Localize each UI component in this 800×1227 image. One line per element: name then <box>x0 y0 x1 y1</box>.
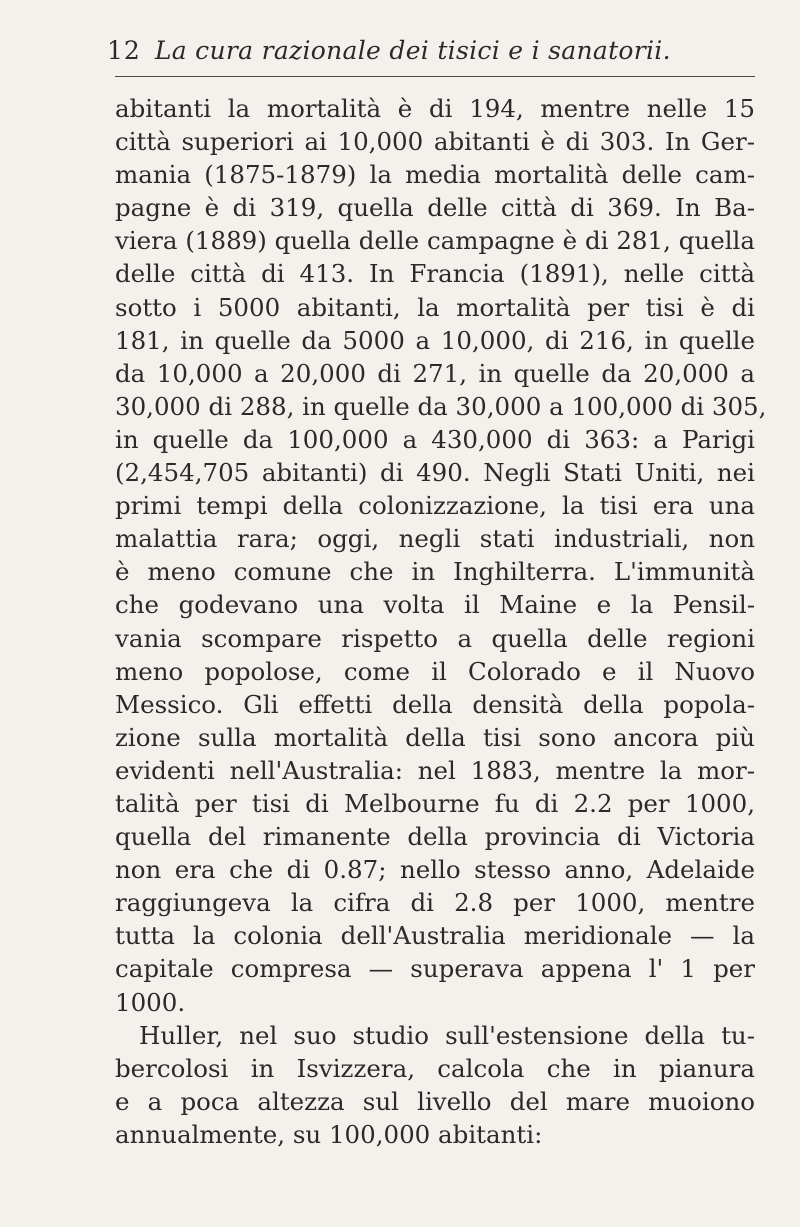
text-line: bercolosi in Isvizzera, calcola che in pianura <box>115 1053 755 1083</box>
text-line: talità per tisi di Melbourne fu di 2.2 per 1000, <box>115 788 755 818</box>
header-rule <box>115 76 755 77</box>
text-line: vania scompare rispetto a quella delle regioni <box>115 623 755 653</box>
text-line: mania (1875-1879) la media mortalità delle cam- <box>115 160 755 190</box>
text-line: delle città di 413. In Francia (1891), nelle città <box>115 259 755 289</box>
text-line: viera (1889) quella delle campagne è di 281, quella <box>115 226 755 256</box>
text-line: (2,454,705 abitanti) di 490. Negli Stati Uniti, nei <box>115 458 755 488</box>
text-line: da 10,000 a 20,000 di 271, in quelle da 20,000 a <box>115 358 755 388</box>
text-line: 30,000 di 288, in quelle da 30,000 a 100,000 di 305, <box>115 391 767 421</box>
text-line-paragraph-end: 1000. <box>115 987 186 1017</box>
text-line-last: annualmente, su 100,000 abitanti: <box>115 1119 543 1149</box>
text-line: è meno comune che in Inghilterra. L'immunità <box>115 557 755 587</box>
text-line: raggiungeva la cifra di 2.8 per 1000, mentre <box>115 888 755 918</box>
text-line: tutta la colonia dell'Australia meridionale — la <box>115 921 755 951</box>
text-line: abitanti la mortalità è di 194, mentre nelle 15 <box>115 94 755 123</box>
text-line: sotto i 5000 abitanti, la mortalità per tisi è di <box>115 292 755 322</box>
page-number: 12 <box>107 36 141 65</box>
text-line: in quelle da 100,000 a 430,000 di 363: a Parigi <box>115 424 755 454</box>
running-header <box>107 36 767 76</box>
text-line: e a poca altezza sul livello del mare muoiono <box>115 1086 755 1116</box>
text-line-paragraph-start: Huller, nel suo studio sull'estensione della tu- <box>139 1020 755 1050</box>
body-text <box>115 92 767 1151</box>
text-line: capitale compresa — superava appena l' 1 per <box>115 954 755 984</box>
running-title: La cura razionale dei tisici e i sanatorii. <box>154 36 671 65</box>
text-line: zione sulla mortalità della tisi sono ancora più <box>115 722 755 752</box>
text-line: malattia rara; oggi, negli stati industriali, non <box>115 524 755 554</box>
text-line: città superiori ai 10,000 abitanti è di 303. In Ger- <box>115 127 755 157</box>
text-line: quella del rimanente della provincia di Victoria <box>115 822 755 852</box>
text-line: pagne è di 319, quella delle città di 369. In Ba- <box>115 193 755 223</box>
text-line: non era che di 0.87; nello stesso anno, Adelaide <box>115 855 755 885</box>
text-line: Messico. Gli effetti della densità della popola- <box>115 689 755 719</box>
text-line: meno popolose, come il Colorado e il Nuovo <box>115 656 755 686</box>
text-line: che godevano una volta il Maine e la Pensil- <box>115 590 755 620</box>
text-line: evidenti nell'Australia: nel 1883, mentre la mor- <box>115 755 755 785</box>
text-line: 181, in quelle da 5000 a 10,000, di 216, in quelle <box>115 325 755 355</box>
text-line: primi tempi della colonizzazione, la tisi era una <box>115 491 755 521</box>
